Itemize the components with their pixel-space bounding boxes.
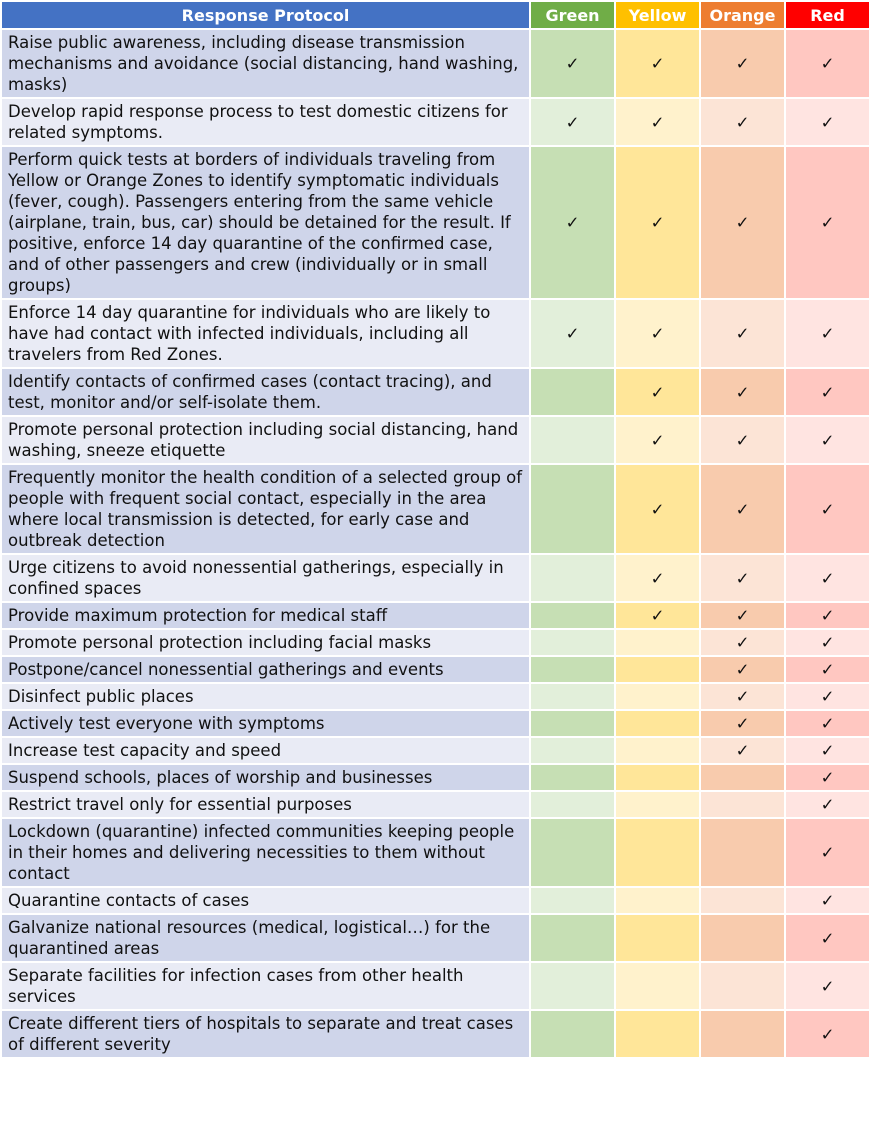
red-zone-cell [786,30,869,97]
green-zone-cell [531,147,614,298]
checkmark-icon: ✓ [650,324,665,343]
orange-zone-cell [701,147,784,298]
protocol-description: Restrict travel only for essential purposes [2,792,529,817]
orange-zone-cell [701,819,784,886]
checkmark-icon: ✓ [820,843,835,862]
protocol-description: Perform quick tests at borders of individuals traveling from Yellow or Orange Zones to identify symptomatic individuals (fever, cough). Passengers entering from the same vehicle (airplane, train, bus, car) should be detained for the result. If positive, enforce 14 day quarantine of the confirmed case, and of other passengers and crew (individually or in small groups) [2,147,529,298]
table-row [2,630,869,655]
checkmark-icon: ✓ [735,714,750,733]
red-zone-cell [786,465,869,553]
checkmark-icon: ✓ [650,54,665,73]
red-zone-cell [786,915,869,961]
protocol-description: Provide maximum protection for medical staff [2,603,529,628]
table-row [2,99,869,145]
protocol-description: Develop rapid response process to test domestic citizens for related symptoms. [2,99,529,145]
table-row [2,417,869,463]
checkmark-icon: ✓ [565,54,580,73]
orange-zone-cell [701,99,784,145]
checkmark-icon: ✓ [735,112,750,132]
protocol-description: Frequently monitor the health condition of a selected group of people with frequent social contact, especially in the area where local transmission is detected, for early case and outbreak detection [2,465,529,553]
table-row [2,603,869,628]
green-zone-cell [531,99,614,145]
protocol-description: Lockdown (quarantine) infected communities keeping people in their homes and delivering necessities to them without contact [2,819,529,886]
table-row [2,915,869,961]
yellow-zone-cell [616,147,699,298]
header-row [2,2,869,28]
yellow-zone-cell [616,888,699,913]
yellow-zone-cell [616,630,699,655]
checkmark-icon: ✓ [820,714,835,733]
checkmark-icon: ✓ [820,1024,835,1044]
checkmark-icon: ✓ [820,891,835,910]
checkmark-icon: ✓ [820,976,835,996]
table-row [2,819,869,886]
green-zone-cell [531,915,614,961]
yellow-zone-cell [616,657,699,682]
red-zone-cell [786,792,869,817]
protocol-description: Quarantine contacts of cases [2,888,529,913]
red-zone-cell [786,657,869,682]
checkmark-icon: ✓ [650,568,665,588]
orange-zone-cell [701,603,784,628]
green-zone-cell [531,603,614,628]
table-row [2,711,869,736]
checkmark-icon: ✓ [820,499,835,519]
yellow-zone-cell [616,711,699,736]
red-zone-cell [786,765,869,790]
checkmark-icon: ✓ [820,112,835,132]
orange-zone-cell [701,555,784,601]
checkmark-icon: ✓ [820,382,835,402]
yellow-zone-cell [616,915,699,961]
orange-zone-cell [701,915,784,961]
red-zone-cell [786,630,869,655]
red-zone-cell [786,417,869,463]
checkmark-icon: ✓ [820,795,835,814]
orange-zone-cell [701,711,784,736]
yellow-zone-cell [616,792,699,817]
yellow-zone-cell [616,369,699,415]
table-row [2,684,869,709]
table-row [2,30,869,97]
red-zone-cell [786,99,869,145]
green-zone-cell [531,30,614,97]
orange-zone-cell [701,888,784,913]
yellow-zone-cell [616,417,699,463]
checkmark-icon: ✓ [820,213,835,232]
green-zone-cell [531,555,614,601]
checkmark-icon: ✓ [650,499,665,519]
header-response-protocol: Response Protocol [2,2,529,28]
yellow-zone-cell [616,684,699,709]
protocol-description: Enforce 14 day quarantine for individuals who are likely to have had contact with infected individuals, including all travelers from Red Zones. [2,300,529,367]
table-row [2,765,869,790]
checkmark-icon: ✓ [735,687,750,706]
checkmark-icon: ✓ [650,382,665,402]
red-zone-cell [786,1011,869,1057]
red-zone-cell [786,888,869,913]
green-zone-cell [531,369,614,415]
table-row [2,738,869,763]
red-zone-cell [786,147,869,298]
checkmark-icon: ✓ [820,568,835,588]
table-row [2,300,869,367]
checkmark-icon: ✓ [820,633,835,652]
protocol-description: Separate facilities for infection cases from other health services [2,963,529,1009]
checkmark-icon: ✓ [735,54,750,73]
orange-zone-cell [701,30,784,97]
checkmark-icon: ✓ [735,382,750,402]
yellow-zone-cell [616,603,699,628]
green-zone-cell [531,963,614,1009]
header-yellow: Yellow [616,2,699,28]
yellow-zone-cell [616,30,699,97]
green-zone-cell [531,765,614,790]
table-row [2,147,869,298]
protocol-description: Actively test everyone with symptoms [2,711,529,736]
checkmark-icon: ✓ [820,54,835,73]
checkmark-icon: ✓ [650,606,665,625]
yellow-zone-cell [616,1011,699,1057]
yellow-zone-cell [616,99,699,145]
protocol-description: Promote personal protection including facial masks [2,630,529,655]
red-zone-cell [786,603,869,628]
red-zone-cell [786,711,869,736]
green-zone-cell [531,711,614,736]
table-row [2,465,869,553]
protocol-description: Increase test capacity and speed [2,738,529,763]
checkmark-icon: ✓ [820,660,835,679]
checkmark-icon: ✓ [735,568,750,588]
table-row [2,792,869,817]
checkmark-icon: ✓ [565,213,580,232]
green-zone-cell [531,738,614,763]
checkmark-icon: ✓ [735,499,750,519]
protocol-description: Postpone/cancel nonessential gatherings and events [2,657,529,682]
green-zone-cell [531,888,614,913]
green-zone-cell [531,300,614,367]
orange-zone-cell [701,738,784,763]
red-zone-cell [786,963,869,1009]
protocol-description: Promote personal protection including social distancing, hand washing, sneeze etiquette [2,417,529,463]
orange-zone-cell [701,684,784,709]
orange-zone-cell [701,765,784,790]
header-red: Red [786,2,869,28]
checkmark-icon: ✓ [735,741,750,760]
green-zone-cell [531,657,614,682]
checkmark-icon: ✓ [735,606,750,625]
checkmark-icon: ✓ [820,324,835,343]
checkmark-icon: ✓ [735,660,750,679]
checkmark-icon: ✓ [820,928,835,948]
checkmark-icon: ✓ [820,687,835,706]
checkmark-icon: ✓ [820,741,835,760]
protocol-description: Create different tiers of hospitals to separate and treat cases of different severity [2,1011,529,1057]
orange-zone-cell [701,963,784,1009]
orange-zone-cell [701,1011,784,1057]
protocol-description: Raise public awareness, including disease transmission mechanisms and avoidance (social distancing, hand washing, masks) [2,30,529,97]
table-row [2,369,869,415]
checkmark-icon: ✓ [735,430,750,450]
orange-zone-cell [701,465,784,553]
protocol-description: Disinfect public places [2,684,529,709]
protocol-rows [2,30,869,1057]
yellow-zone-cell [616,300,699,367]
red-zone-cell [786,369,869,415]
orange-zone-cell [701,657,784,682]
yellow-zone-cell [616,555,699,601]
green-zone-cell [531,819,614,886]
protocol-description: Suspend schools, places of worship and businesses [2,765,529,790]
green-zone-cell [531,792,614,817]
protocol-description: Galvanize national resources (medical, logistical…) for the quarantined areas [2,915,529,961]
checkmark-icon: ✓ [735,213,750,232]
green-zone-cell [531,465,614,553]
orange-zone-cell [701,792,784,817]
protocol-description: Urge citizens to avoid nonessential gatherings, especially in confined spaces [2,555,529,601]
table-row [2,1011,869,1057]
checkmark-icon: ✓ [650,430,665,450]
green-zone-cell [531,630,614,655]
yellow-zone-cell [616,963,699,1009]
orange-zone-cell [701,369,784,415]
red-zone-cell [786,738,869,763]
table-row [2,657,869,682]
table-row [2,555,869,601]
yellow-zone-cell [616,819,699,886]
orange-zone-cell [701,300,784,367]
protocol-description: Identify contacts of confirmed cases (contact tracing), and test, monitor and/or self-isolate them. [2,369,529,415]
green-zone-cell [531,417,614,463]
checkmark-icon: ✓ [565,324,580,343]
checkmark-icon: ✓ [820,430,835,450]
header-orange: Orange [701,2,784,28]
checkmark-icon: ✓ [735,633,750,652]
red-zone-cell [786,300,869,367]
red-zone-cell [786,819,869,886]
yellow-zone-cell [616,465,699,553]
checkmark-icon: ✓ [735,324,750,343]
yellow-zone-cell [616,738,699,763]
checkmark-icon: ✓ [565,112,580,132]
orange-zone-cell [701,630,784,655]
checkmark-icon: ✓ [650,112,665,132]
red-zone-cell [786,555,869,601]
green-zone-cell [531,1011,614,1057]
green-zone-cell [531,684,614,709]
orange-zone-cell [701,417,784,463]
header-green: Green [531,2,614,28]
yellow-zone-cell [616,765,699,790]
table-row [2,963,869,1009]
table-row [2,888,869,913]
checkmark-icon: ✓ [820,606,835,625]
checkmark-icon: ✓ [820,768,835,787]
checkmark-icon: ✓ [650,213,665,232]
red-zone-cell [786,684,869,709]
